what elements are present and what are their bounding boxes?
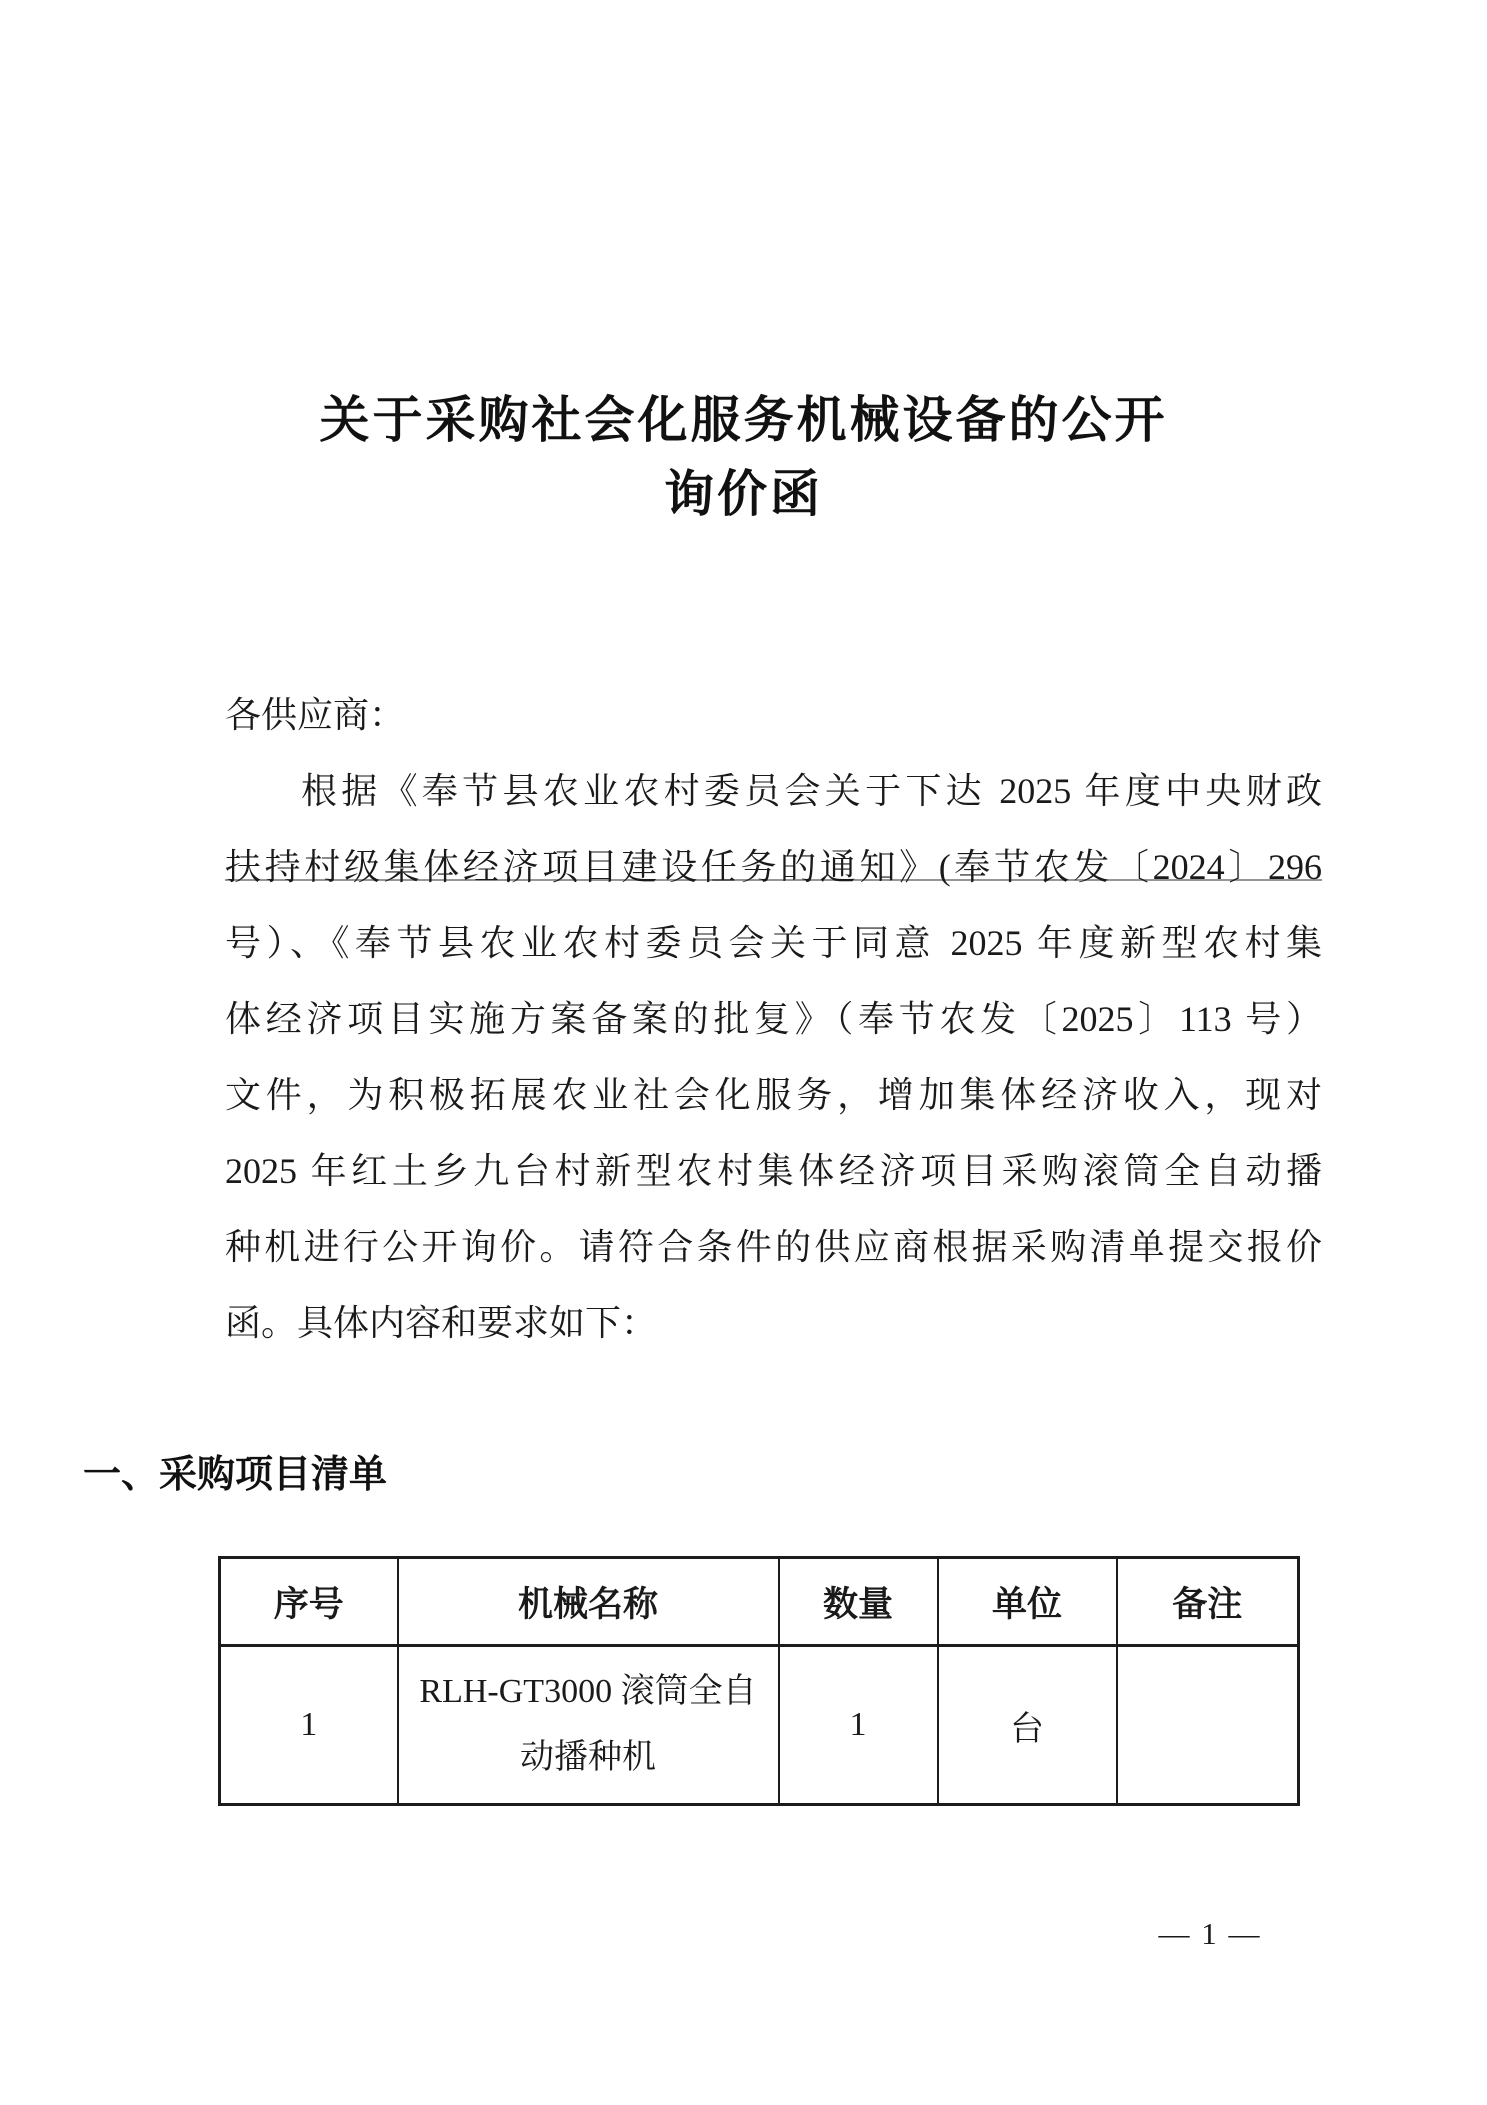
- document-title: [0, 383, 1487, 531]
- machine-name-line-1: RLH-GT3000 滚筒全自: [419, 1673, 757, 1710]
- body-line: 扶持村级集体经济项目建设任务的通知》(奉节农发〔2024〕296: [225, 829, 1322, 905]
- salutation: 各供应商：: [225, 695, 406, 735]
- table-row: [220, 1646, 1299, 1805]
- title-line-2: 询价函: [664, 466, 823, 522]
- body-line: 根据《奉节县农业农村委员会关于下达 2025 年度中央财政: [301, 771, 1322, 811]
- col-header-unit: 单位: [938, 1558, 1117, 1646]
- cell-remark: [1117, 1646, 1299, 1805]
- body-line: 文件，为积极拓展农业社会化服务，增加集体经济收入，现对: [225, 1075, 1322, 1115]
- col-header-remark: 备注: [1117, 1558, 1299, 1646]
- body-line: 体经济项目实施方案备案的批复》（奉节农发〔2025〕113 号）: [225, 999, 1322, 1039]
- body-line: 号）、《奉节县农业农村委员会关于同意 2025 年度新型农村集: [225, 923, 1322, 963]
- col-header-quantity: 数量: [779, 1558, 938, 1646]
- document-body: [225, 677, 1322, 1361]
- body-line: 种机进行公开询价。请符合条件的供应商根据采购清单提交报价: [225, 1227, 1322, 1267]
- page-number: — 1 —: [1158, 1916, 1262, 1951]
- table-header-row: [220, 1558, 1299, 1646]
- cell-quantity: 1: [779, 1646, 938, 1805]
- cell-seq: 1: [220, 1646, 398, 1805]
- section-heading: 一、采购项目清单: [83, 1454, 388, 1496]
- body-line: 函。具体内容和要求如下：: [225, 1303, 658, 1343]
- col-header-machine-name: 机械名称: [398, 1558, 779, 1646]
- title-line-1: 关于采购社会化服务机械设备的公开: [319, 392, 1168, 448]
- cell-machine-name: [398, 1646, 779, 1805]
- cell-unit: 台: [938, 1646, 1117, 1805]
- procurement-table: [218, 1556, 1300, 1806]
- col-header-seq: 序号: [220, 1558, 398, 1646]
- machine-name-line-2: 动播种机: [520, 1739, 656, 1776]
- body-line: 2025 年红土乡九台村新型农村集体经济项目采购滚筒全自动播: [225, 1151, 1322, 1191]
